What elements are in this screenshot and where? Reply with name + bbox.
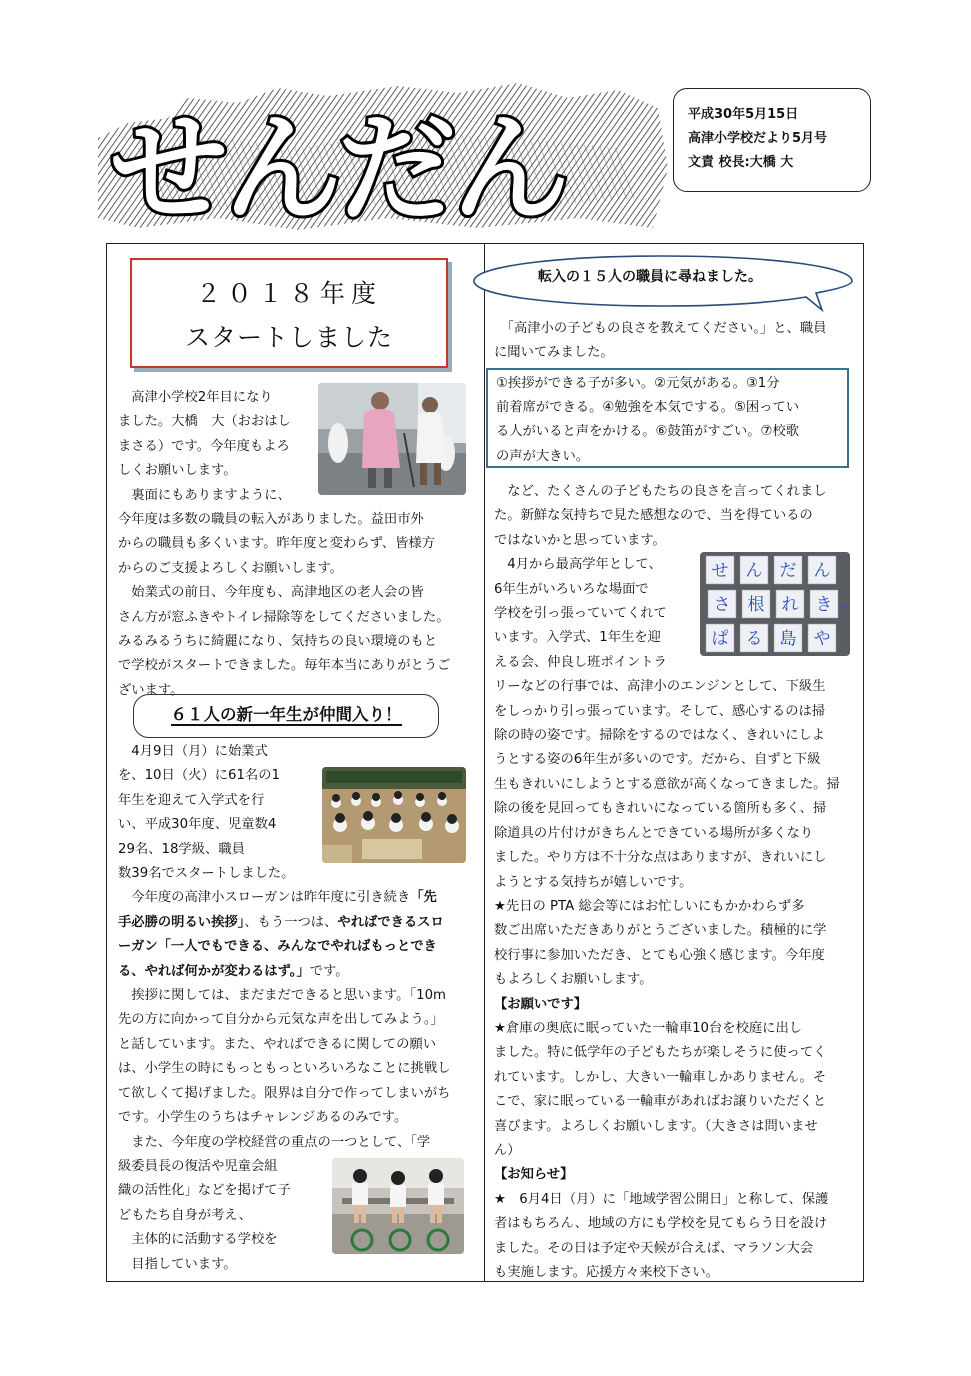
right-body-line: 生もきれいにしようとする意欲が高くなってきました。掃 [494,776,840,792]
right-body-line: 除の時の姿です。掃除をするのではなく、きれいにしよ [494,728,826,744]
body-line: 織の活性化」などを掲げて子 [118,1183,291,1199]
intro-line: 裏面にもありますように、 [118,487,291,503]
right-body-line: える会、仲良し班ポイントラ [494,654,667,670]
right-body-line: 4月から最高学年として、 [494,557,662,573]
right-body-line: をしっかり引っ張っています。そして、感心するのは掃 [494,703,826,719]
qualities-line: る人がいると声をかける。⑥鼓笛がすごい。⑦校歌 [496,424,800,440]
article-title-line2: スタートしました [184,323,393,352]
body-line: と話しています。また、やればできるに関しての願い [118,1036,437,1052]
request-line: ん） [494,1142,521,1158]
intro-line: ざいます。 [118,682,184,698]
new-students-line: 4月9日（月）に始業式 [118,744,268,759]
subheading-box [133,694,439,738]
new-students-line: 年生を迎えて入学式を行 [118,792,265,808]
body-line: 挨拶に関しては、まだまだできると思います。「10m [118,988,446,1004]
right-body-line: など、たくさんの子どもたちの良さを言ってくれまし [494,484,827,499]
right-body-line: た。新鮮な気持ちで見た感想なので、当を得ているの [494,508,813,524]
notice-line: ★ 6月4日（月）に「地域学習公開日」と称して、保護 [494,1191,829,1207]
notice-line: ました。その日は予定や天候が合えば、マラソン大会 [494,1240,814,1256]
intro-line: 高津小学校2年目になり [118,390,273,405]
right-body-line: 6年生がいろいろな場面で [494,581,649,597]
right-body-line: 学校を引っ張っていてくれて [494,606,667,622]
intro-line: 始業式の前日、今年度も、高津地区の老人会の皆 [118,585,424,601]
request-heading: 【お願いです】 [494,996,588,1012]
request-line: こで、家に眠っている一輪車があればお譲りいただくと [494,1094,827,1110]
request-line: ました。特に低学年の子どもたちが楽しそうに使ってく [494,1045,827,1061]
qualities-line: ①挨拶ができる子が多い。②元気がある。③1分 [496,376,780,391]
slogan-line: ーガン「一人でもできる、みんなでやればもっとでき [118,939,437,955]
intro-line: からの職員も多くいます。昨年度と変わらず、皆様方 [118,536,435,552]
sign-char: 島 [779,629,797,649]
intro-line: 今年度は多数の職員の転入がありました。益田市外 [118,512,424,528]
body-line: 主体的に活動する学校を [118,1232,278,1248]
masthead-title [98,78,668,230]
column-divider [484,243,485,1282]
sign-char: だ [779,561,797,581]
sign-char: で [840,604,850,615]
right-body-line: うとする姿の6年生が多いのです。だから、自ずと下級 [494,752,821,768]
sign-char: ん [813,561,831,581]
intro-line: ました。大橋 大（おおはし [118,414,291,430]
sign-char: ん [745,561,763,581]
notice-heading: 【お知らせ】 [494,1167,574,1183]
new-students-line: を、10日（火）に61名の1 [118,768,280,784]
right-body-line: います。入学式、1年生を迎 [494,630,661,646]
right-intro-line: に聞いてみました。 [494,345,614,361]
newsletter-name: 高津小学校だより5月号 [688,131,828,146]
intro-line: で学校がスタートできました。毎年本当にありがとうご [118,658,451,674]
right-body-line: ★先日の PTA 総会等にはお忙しいにもかかわらず多 [494,898,805,914]
masthead-text: せんだん [110,100,567,230]
sign-char: る [745,629,763,649]
sign-char: ぱ [711,629,729,649]
sign-char: れ [781,595,799,615]
new-students-line: 29名、18学級、職員 [118,841,245,857]
right-intro-line: 「高津小の子どもの良さを教えてください。」と、職員 [494,321,827,336]
request-line: 喜びます。よろしくお願いします。（大きさは問いませ [494,1118,818,1134]
body-line: は、小学生の時にもっともっといろいろなことに挑戦し [118,1061,451,1077]
new-students-line: 数39名でスタートしました。 [118,866,295,882]
info-box [673,88,871,192]
right-body-line: ようとする気持ちが嬉しいです。 [494,874,693,890]
body-line: 目指しています。 [118,1256,237,1272]
notice-line: も実施します。応援方々来校下さい。 [494,1265,719,1280]
body-line: て欲しくて掲げました。限界は自分で作ってしまいがち [118,1085,451,1101]
request-line: ★倉庫の奥底に眠っていた一輪車10台を校庭に出し [494,1020,803,1036]
right-body-line: 除道具の片付けがきちんとできている場所が多くなり [494,825,814,841]
body-line: 先の方に向かって自分から元気な声を出してみよう。」 [118,1012,444,1028]
photo-unicycles [332,1158,464,1254]
sign-char: さ [713,595,731,615]
intro-line: からのご支援よろしくお願いします。 [118,560,343,576]
issue-date: 平成30年5月15日 [688,107,799,122]
intro-line: さん方が窓ふきやトイレ掃除等をしてくださいました。 [118,609,450,625]
right-body-line: 校行事に参加いただき、とても心強く感じます。今年度 [494,947,825,963]
body-line: です。小学生のうちはチャレンジあるのみです。 [118,1110,408,1126]
article-title-line1: ２０１８年度 [195,279,382,308]
slogan-line: 今年度の高津小スローガンは昨年度に引き続き「先 [118,890,437,906]
sign-char: せ [711,561,729,581]
intro-line: しくお願いします。 [118,463,237,479]
intro-line: まさる）です。今年度もよろ [118,438,290,454]
article-title-box [130,258,448,368]
request-line: れています。しかし、大きい一輪車しかありません。そ [494,1069,827,1085]
right-body-line: 除の後を見回ってもきれいになっている箇所も多く、掃 [494,801,827,817]
new-students-line: い、平成30年度、児童数4 [118,817,277,833]
right-body-line: リーなどの行事では、高津小のエンジンとして、下級生 [494,679,826,695]
sign-char: き [815,595,833,615]
right-body-line: もよろしくお願いします。 [494,972,653,988]
slogan-line: 手必勝の明るい挨拶」、もう一つは、やればできるスロ [118,914,444,930]
qualities-line: 前着席ができる。④勉強を本気でする。⑤困ってい [496,400,800,416]
body-line: どもたち自身が考え、 [118,1207,252,1223]
sign-char: 根 [747,595,765,615]
intro-line: みるみるうちに綺麗になり、気持ちの良い環境のもと [118,634,438,650]
notice-line: 者はもちろん、地域の方にも学校を見てもらう日を設け [494,1216,828,1232]
bubble-title: 転入の１５人の職員に尋ねました。 [538,269,762,285]
right-body-line: ではないかと思っています。 [494,532,666,548]
slogan-line: る、やれば何かが変わるはず。」です。 [118,963,349,979]
right-body-line: 数ご出席いただきありがとうございました。積極的に学 [494,923,827,939]
right-body-line: ました。やり方は不十分な点はありますが、きれいにし [494,850,827,866]
sign-char: や [813,629,831,649]
qualities-line: の声が大きい。 [496,448,590,464]
subheading: ６１人の新一年生が仲間入り！ [170,705,402,724]
body-line: また、今年度の学校経営の重点の一つとして、「学 [118,1134,431,1150]
body-line: 級委員長の復活や児童会組 [118,1158,278,1174]
author: 文責 校長:大橋 大 [688,155,794,170]
